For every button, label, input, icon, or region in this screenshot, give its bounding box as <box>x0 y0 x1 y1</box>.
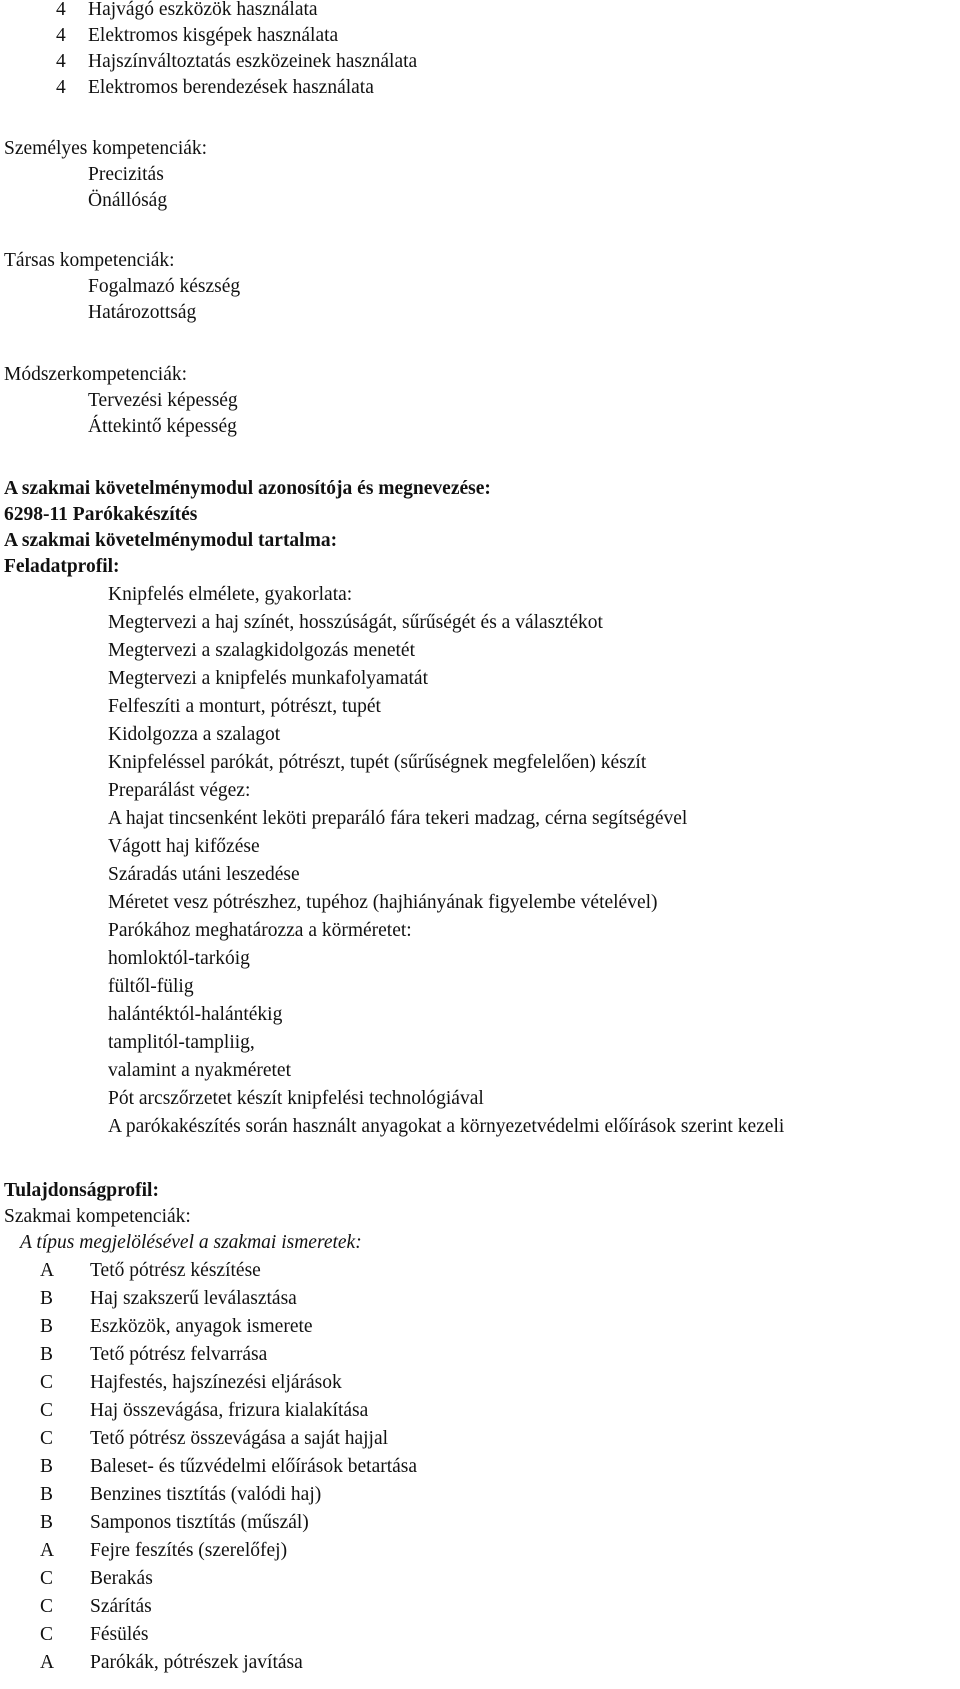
list-item: Tervezési képesség <box>88 390 238 411</box>
task-item: A parókakészítés során használt anyagokat a környezetvédelmi előírások szerint kezeli <box>108 1116 785 1137</box>
list-item: Precizitás <box>88 164 164 185</box>
level-marker: C <box>40 1400 54 1421</box>
level-marker: C <box>40 1428 54 1449</box>
knowledge-item <box>40 1342 267 1368</box>
level-marker: A <box>40 1652 55 1673</box>
task-item: Knipfelés elmélete, gyakorlata: <box>108 584 353 605</box>
item-text: Szárítás <box>90 1596 152 1617</box>
task-item: fültől-fülig <box>108 976 194 997</box>
section-heading-social: Társas kompetenciák: <box>4 250 175 271</box>
item-text: Eszközök, anyagok ismerete <box>90 1316 313 1337</box>
task-item: Felfeszíti a monturt, pótrészt, tupét <box>108 696 381 717</box>
item-text: Parókák, pótrészek javítása <box>90 1652 303 1673</box>
level-marker: 4 <box>56 77 66 98</box>
task-item: Megtervezi a knipfelés munkafolyamatát <box>108 668 428 689</box>
property-profile-heading: Tulajdonságprofil: <box>4 1180 159 1201</box>
task-item: Kidolgozza a szalagot <box>108 724 281 745</box>
level-marker: B <box>40 1316 54 1337</box>
task-item: homloktól-tarkóig <box>108 948 250 969</box>
task-item: Preparálást végez: <box>108 780 251 801</box>
list-item <box>56 0 318 23</box>
level-marker: C <box>40 1568 54 1589</box>
level-marker: B <box>40 1456 54 1477</box>
list-item <box>56 75 374 101</box>
task-item: tamplitól-tampliig, <box>108 1032 255 1053</box>
item-text: Tető pótrész összevágása a saját hajjal <box>90 1428 389 1449</box>
level-marker: C <box>40 1372 54 1393</box>
item-text: Elektromos kisgépek használata <box>88 25 339 46</box>
task-item: Pót arcszőrzetet készít knipfelési technológiával <box>108 1088 484 1109</box>
section-heading-method: Módszerkompetenciák: <box>4 364 188 385</box>
task-item: Vágott haj kifőzése <box>108 836 260 857</box>
knowledge-item <box>40 1426 388 1452</box>
task-item: Parókához meghatározza a körméretet: <box>108 920 412 941</box>
level-marker: 4 <box>56 25 66 46</box>
item-text: Baleset- és tűzvédelmi előírások betartása <box>90 1456 418 1477</box>
module-content-heading: A szakmai követelménymodul tartalma: <box>4 530 338 551</box>
level-marker: C <box>40 1596 54 1617</box>
module-id-name: 6298-11 Parókakészítés <box>4 504 198 525</box>
task-item: Száradás utáni leszedése <box>108 864 300 885</box>
knowledge-item <box>40 1482 321 1508</box>
task-item: valamint a nyakméretet <box>108 1060 292 1081</box>
module-id-heading: A szakmai követelménymodul azonosítója és megnevezése: <box>4 478 491 499</box>
item-text: Fésülés <box>90 1624 149 1645</box>
level-marker: A <box>40 1540 55 1561</box>
item-text: Hajszínváltoztatás eszközeinek használata <box>88 51 418 72</box>
knowledge-item <box>40 1286 297 1312</box>
task-item: halántéktól-halántékig <box>108 1004 283 1025</box>
task-item: A hajat tincsenként leköti preparáló fára tekeri madzag, cérna segítségével <box>108 808 688 829</box>
knowledge-item <box>40 1594 152 1620</box>
knowledge-item <box>40 1370 342 1396</box>
level-marker: B <box>40 1512 54 1533</box>
knowledge-item <box>40 1650 303 1676</box>
item-text: Haj összevágása, frizura kialakítása <box>90 1400 369 1421</box>
item-text: Tető pótrész felvarrása <box>90 1344 268 1365</box>
item-text: Hajfestés, hajszínezési eljárások <box>90 1372 342 1393</box>
knowledge-item <box>40 1510 309 1536</box>
knowledge-item <box>40 1258 261 1284</box>
list-item <box>56 49 417 75</box>
list-item: Áttekintő képesség <box>88 416 237 437</box>
section-heading-personal: Személyes kompetenciák: <box>4 138 208 159</box>
professional-competencies-heading: Szakmai kompetenciák: <box>4 1206 191 1227</box>
level-marker: B <box>40 1484 54 1505</box>
level-marker: B <box>40 1344 54 1365</box>
knowledge-item <box>40 1398 368 1424</box>
level-marker: 4 <box>56 0 66 20</box>
task-item: Knipfeléssel parókát, pótrészt, tupét (sűrűségnek megfelelően) készít <box>108 752 647 773</box>
task-item: Megtervezi a szalagkidolgozás menetét <box>108 640 415 661</box>
level-marker: 4 <box>56 51 66 72</box>
knowledge-item <box>40 1454 417 1480</box>
level-marker: B <box>40 1288 54 1309</box>
list-item <box>56 23 338 49</box>
task-item: Megtervezi a haj színét, hosszúságát, sűrűségét és a választékot <box>108 612 603 633</box>
level-marker: A <box>40 1260 55 1281</box>
level-marker: C <box>40 1624 54 1645</box>
list-item: Határozottság <box>88 302 197 323</box>
task-profile-heading: Feladatprofil: <box>4 556 120 577</box>
item-text: Samponos tisztítás (műszál) <box>90 1512 309 1533</box>
item-text: Elektromos berendezések használata <box>88 77 374 98</box>
item-text: Benzines tisztítás (valódi haj) <box>90 1484 322 1505</box>
type-note: A típus megjelölésével a szakmai ismeretek: <box>20 1232 362 1253</box>
knowledge-item <box>40 1566 153 1592</box>
list-item: Önállóság <box>88 190 168 211</box>
item-text: Berakás <box>90 1568 153 1589</box>
item-text: Hajvágó eszközök használata <box>88 0 318 20</box>
knowledge-item <box>40 1622 149 1648</box>
task-item: Méretet vesz pótrészhez, tupéhoz (hajhiányának figyelembe vételével) <box>108 892 658 913</box>
item-text: Haj szakszerű leválasztása <box>90 1288 297 1309</box>
item-text: Fejre feszítés (szerelőfej) <box>90 1540 288 1561</box>
knowledge-item <box>40 1314 313 1340</box>
list-item: Fogalmazó készség <box>88 276 241 297</box>
item-text: Tető pótrész készítése <box>90 1260 261 1281</box>
knowledge-item <box>40 1538 287 1564</box>
